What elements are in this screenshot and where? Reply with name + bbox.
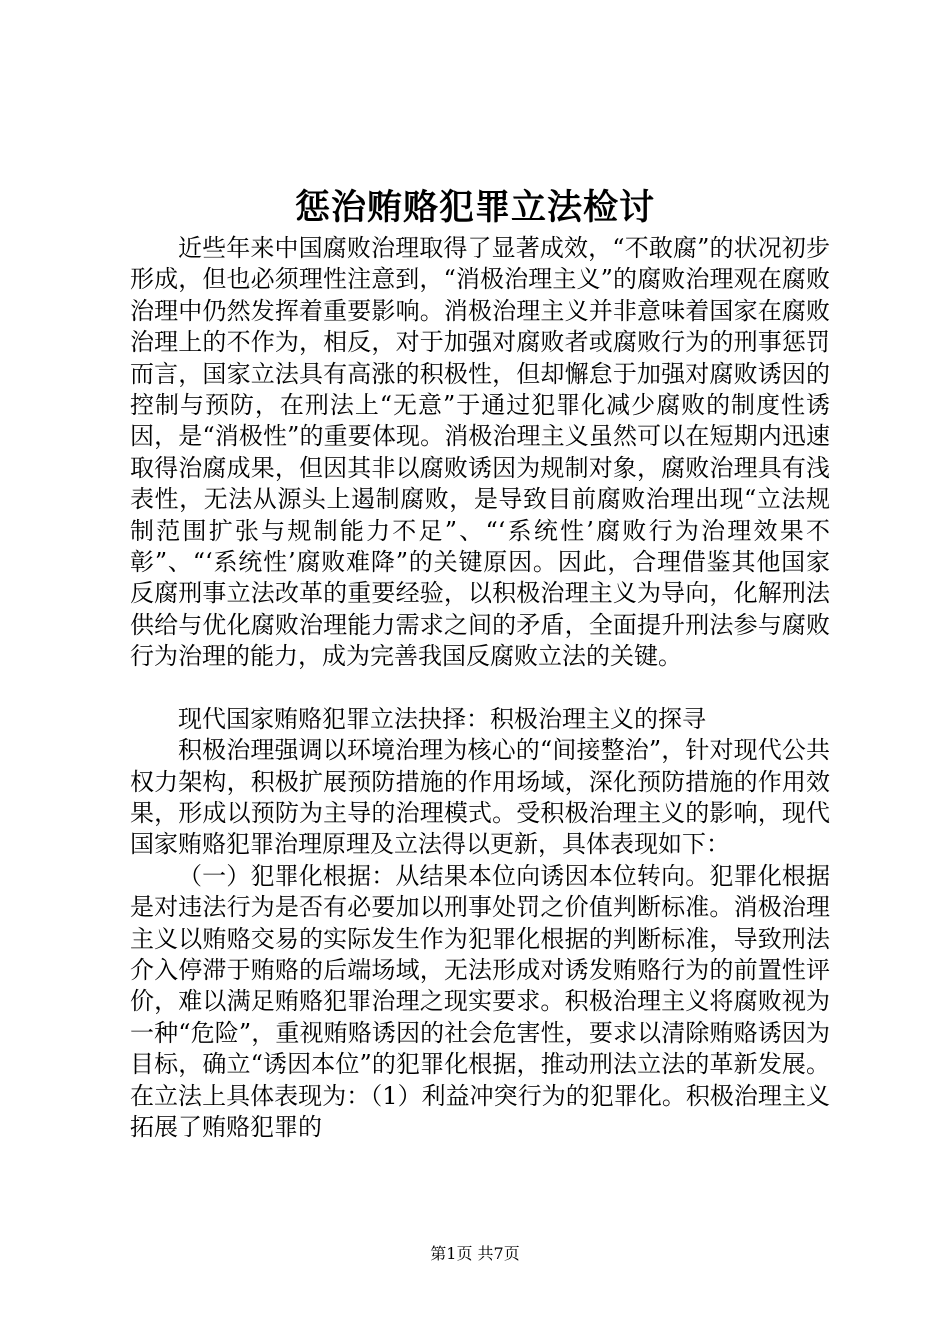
document-title: 惩治贿赂犯罪立法检讨 [294,188,655,228]
paragraph-positive-governance: 积极治理强调以环境治理为核心的“间接整治”，针对现代公共权力架构，积极扩展预防措施的作用场域，深化预防措施的作用效果，形成以预防为主导的治理模式。受积极治理主义的影响，现代国家贿赂犯罪治理原理及立法得以更新，具体表现如下： [130,736,830,859]
paragraph-intro: 近些年来中国腐败治理取得了显著成效，“不敢腐”的状况初步形成，但也必须理性注意到，“消极治理主义”的腐败治理观在腐败治理中仍然发挥着重要影响。消极治理主义并非意味着国家在腐败治理上的不作为，相反，对于加强对腐败者或腐败行为的刑事惩罚而言，国家立法具有高涨的积极性，但却懈怠于加强对腐败诱因的控制与预防，在刑法上“无意”于通过犯罪化减少腐败的制度性诱因，是“消极性”的重要体现。消极治理主义虽然可以在短期内迅速取得治腐成果，但因其非以腐败诱因为规制对象，腐败治理具有浅表性，无法从源头上遏制腐败，是导致目前腐败治理出现“立法规制范围扩张与规制能力不足”、“‘系统性’腐败行为治理效果不彰”、“‘系统性’腐败难降”的关键原因。因此，合理借鉴其他国家反腐刑事立法改革的重要经验，以积极治理主义为导向，化解刑法供给与优化腐败治理能力需求之间的矛盾，全面提升刑法参与腐败行为治理的能力，成为完善我国反腐败立法的关键。 [130,234,830,671]
section-heading: 现代国家贿赂犯罪立法抉择：积极治理主义的探寻 [178,704,706,733]
page-number-footer: 第1页 共7页 [430,1244,520,1263]
document-body [130,233,830,1143]
paragraph-criminalization-basis: （一）犯罪化根据：从结果本位向诱因本位转向。犯罪化根据是对违法行为是否有必要加以刑事处罚之价值判断标准。消极治理主义以贿赂交易的实际发生作为犯罪化根据的判断标准，导致刑法介入停滞于贿赂的后端场域，无法形成对诱发贿赂行为的前置性评价，难以满足贿赂犯罪治理之现实要求。积极治理主义将腐败视为一种“危险”，重视贿赂诱因的社会危害性，要求以清除贿赂诱因为目标，确立“诱因本位”的犯罪化根据，推动刑法立法的革新发展。在立法上具体表现为：（1）利益冲突行为的犯罪化。积极治理主义拓展了贿赂犯罪的 [130,861,830,1141]
